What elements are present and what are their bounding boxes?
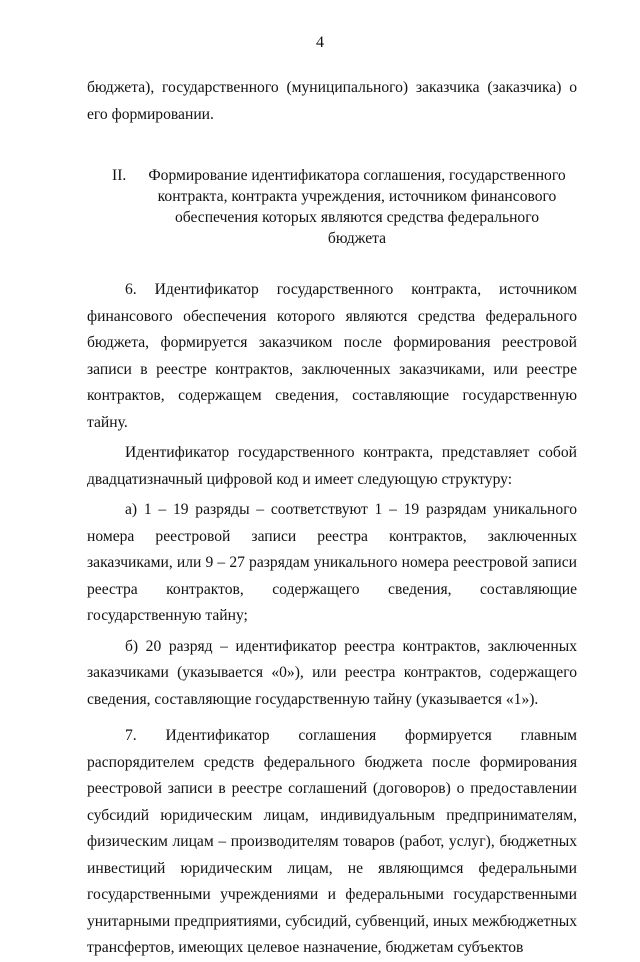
paragraph-identifier-structure: Идентификатор государственного контракта, представляет собой двадцатизначный цифровой код и имеет следующую структуру:	[87, 444, 577, 488]
paragraph-6: 6. Идентификатор государственного контракта, источником финансового обеспечения которого являются средства федерального бюджета, формируется заказчиком после формирования реестровой записи в реестре контрактов, заключенных заказчиками, или реестре контрактов, содержащем сведения, составляющие государственную тайну.	[87, 281, 577, 431]
section-heading	[87, 165, 577, 249]
list-item-a: а) 1 – 19 разряды – соответствуют 1 – 19 разрядам уникального номера реестровой записи реестра контрактов, заключенных заказчиками, или 9 – 27 разрядам уникального номера реестровой записи реестра контрактов, содержащего сведения, составляющие государственную тайну;	[87, 501, 577, 624]
section-title: Формирование идентификатора соглашения, государственного контракта, контракта учреждения, источником финансового обеспечения которых являются средства федерального бюджета	[148, 167, 566, 247]
page-number: 4	[316, 34, 324, 51]
list-item-b: б) 20 разряд – идентификатор реестра контрактов, заключенных заказчиками (указывается «0»), или реестра контрактов, содержащего сведения, составляющие государственную тайну (указывается «1»).	[87, 637, 577, 708]
continuation-paragraph: бюджета), государственного (муниципального) заказчика (заказчика) о его формировании.	[87, 79, 577, 123]
paragraph-7: 7. Идентификатор соглашения формируется главным распорядителем средств федерального бюджета после формирования реестровой записи в реестре соглашений (договоров) о предоставлении субсидий юридическим лицам, индивидуальным предпринимателям, физическим лицам – производителям товаров (работ, услуг), бюджетных инвестиций юридическим лицам, не являющимся федеральными государственными учреждениями и федеральными государственными унитарными предприятиями, субсидий, субвенций, иных межбюджетных трансфертов, имеющих целевое назначение, бюджетам субъектов	[87, 727, 577, 956]
document-body	[87, 75, 577, 962]
section-number: II.	[112, 167, 127, 184]
